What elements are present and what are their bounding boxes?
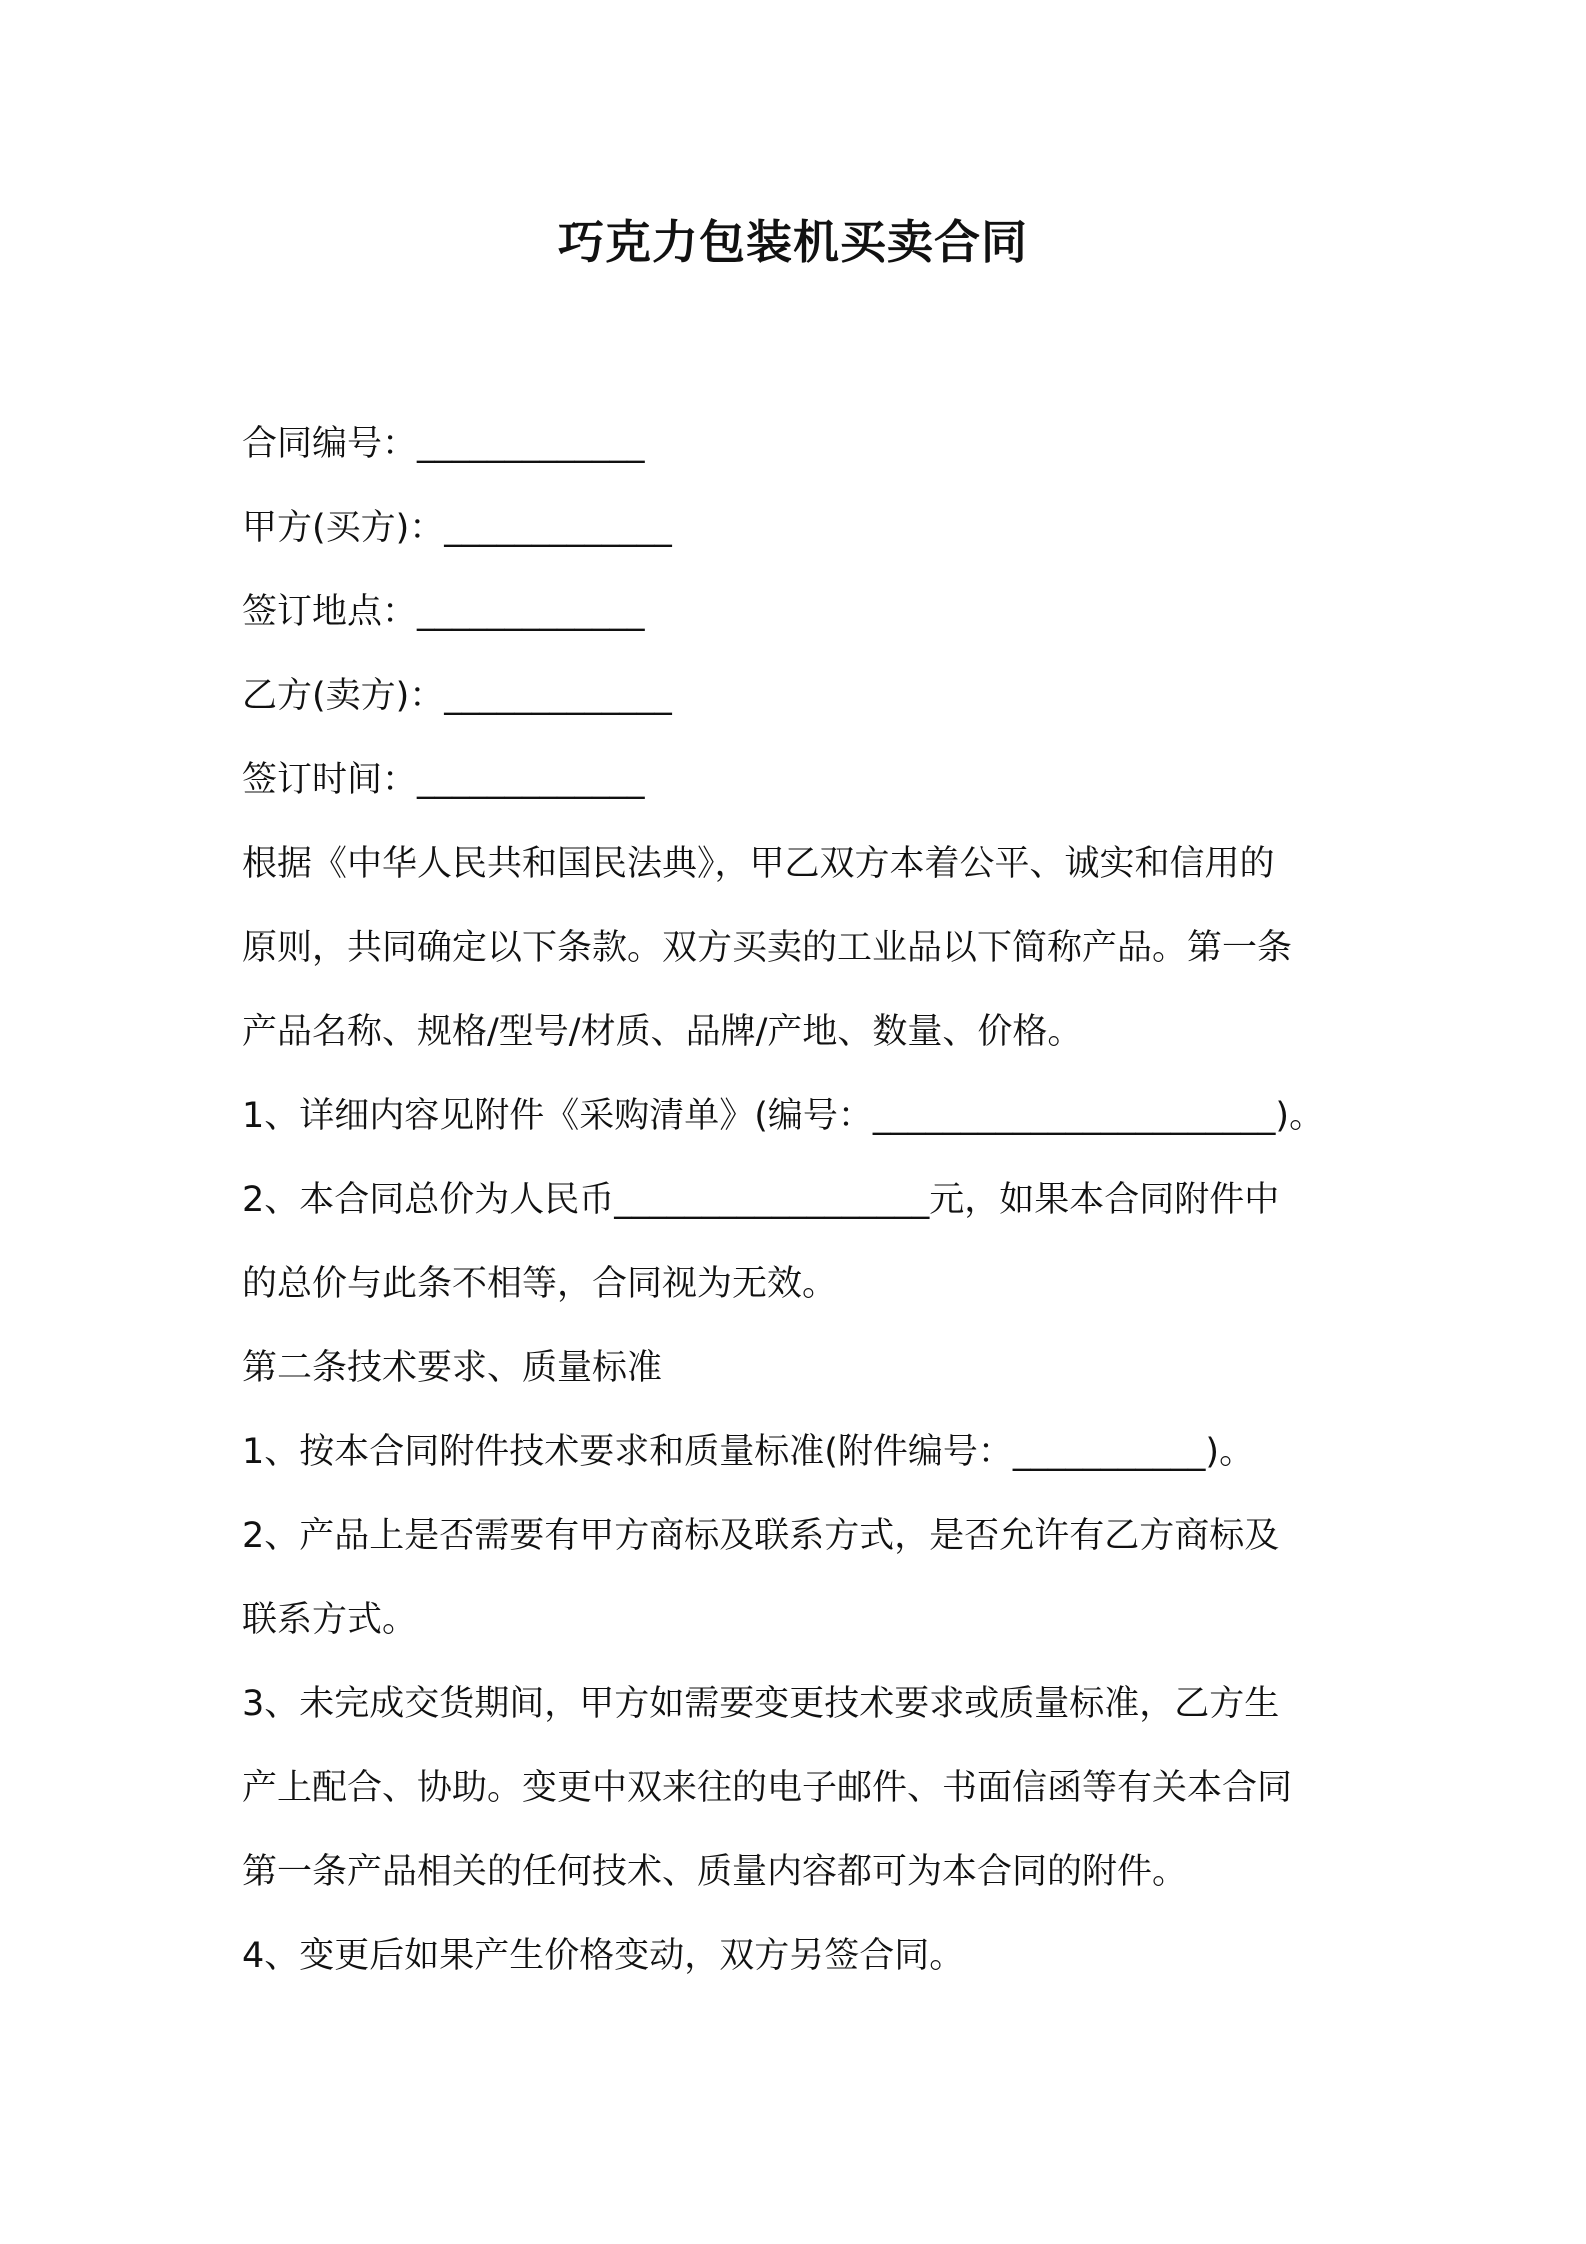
clause-2-item-3-cont: 第一条产品相关的任何技术、质量内容都可为本合同的附件。 — [242, 1852, 1188, 1892]
party-a-buyer-field: 甲方(买方)：_____________ — [242, 508, 672, 548]
clause-2-item-2-cont: 联系方式。 — [242, 1600, 418, 1640]
document-body — [242, 402, 1352, 1998]
preamble-line: 原则，共同确定以下条款。双方买卖的工业品以下简称产品。第一条 — [242, 928, 1293, 968]
clause-1-item-1: 1、详细内容见附件《采购清单》(编号：_______________________)。 — [242, 1096, 1325, 1136]
preamble-line: 产品名称、规格/型号/材质、品牌/产地、数量、价格。 — [242, 1012, 1083, 1052]
clause-2-item-1: 1、按本合同附件技术要求和质量标准(附件编号：___________)。 — [242, 1432, 1255, 1472]
clause-2-heading: 第二条技术要求、质量标准 — [242, 1348, 663, 1388]
clause-2-item-3: 3、未完成交货期间，甲方如需要变更技术要求或质量标准，乙方生 — [242, 1684, 1280, 1724]
document-title: 巧克力包装机买卖合同 — [558, 215, 1028, 269]
preamble-line: 根据《中华人民共和国民法典》，甲乙双方本着公平、诚实和信用的 — [242, 844, 1275, 884]
clause-1-item-2: 2、本合同总价为人民币__________________元，如果本合同附件中 — [242, 1180, 1280, 1220]
party-b-seller-field: 乙方(卖方)：_____________ — [242, 676, 672, 716]
clause-1-item-2-cont: 的总价与此条不相等，合同视为无效。 — [242, 1264, 838, 1304]
contract-number-field: 合同编号：_____________ — [242, 424, 645, 464]
clause-2-item-4: 4、变更后如果产生价格变动，双方另签合同。 — [242, 1936, 965, 1976]
signing-place-field: 签订地点：_____________ — [242, 592, 645, 632]
signing-time-field: 签订时间：_____________ — [242, 760, 645, 800]
clause-2-item-2: 2、产品上是否需要有甲方商标及联系方式，是否允许有乙方商标及 — [242, 1516, 1280, 1556]
clause-2-item-3-cont: 产上配合、协助。变更中双来往的电子邮件、书面信函等有关本合同 — [242, 1768, 1293, 1808]
